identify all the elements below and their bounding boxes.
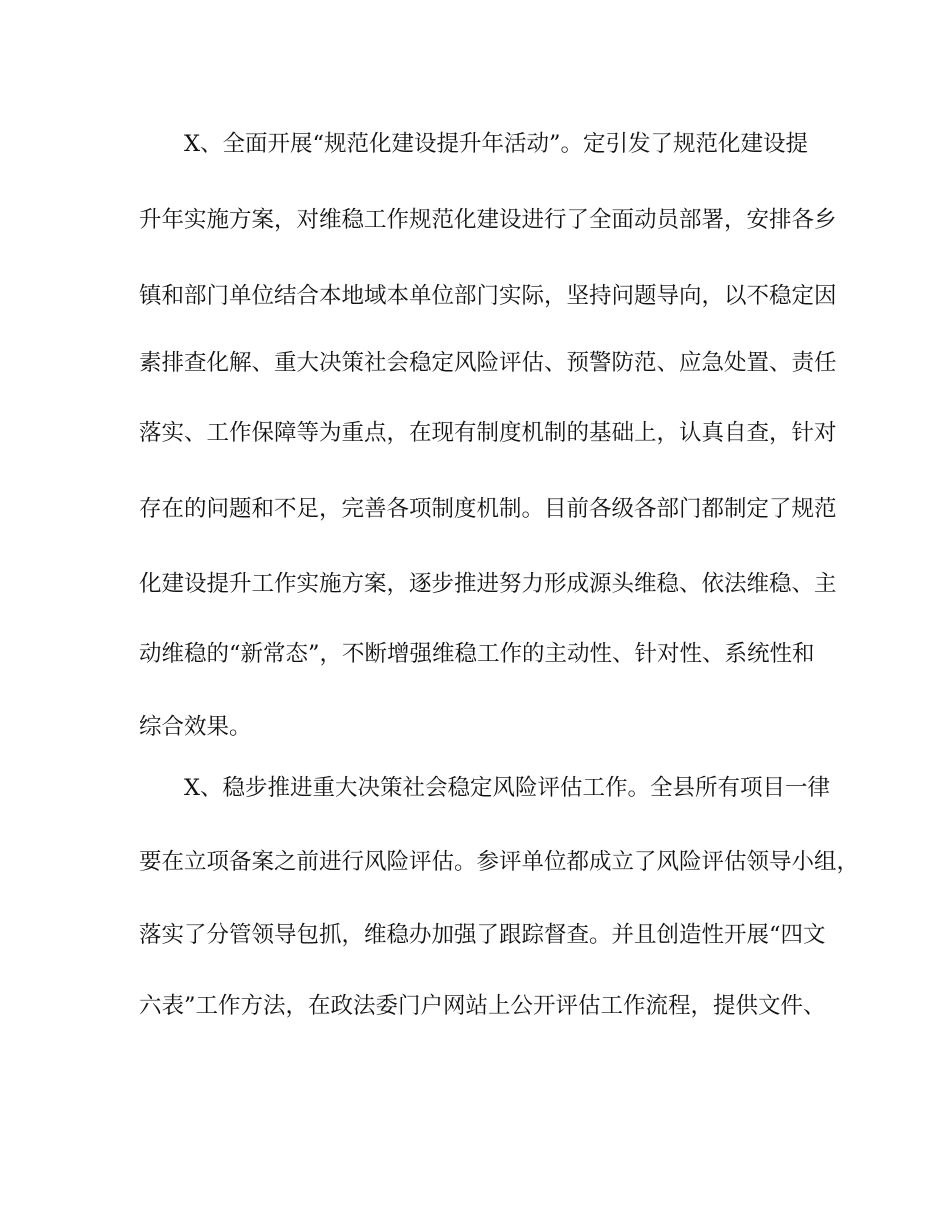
paragraph-line: X、稳步推进重大决策社会稳定风险评估工作。全县所有项目一律 bbox=[184, 775, 831, 801]
paragraph-line: 升年实施方案，对维稳工作规范化建设进行了全面动员部署，安排各乡 bbox=[139, 207, 837, 233]
paragraph-line: 综合效果。 bbox=[139, 714, 252, 740]
paragraph-line: 动维稳的“新常态”，不断增强维稳工作的主动性、针对性、系统性和 bbox=[139, 641, 815, 667]
paragraph-line: 化建设提升工作实施方案，逐步推进努力形成源头维稳、依法维稳、主 bbox=[139, 571, 837, 597]
paragraph-line: 要在立项备案之前进行风险评估。参评单位都成立了风险评估领导小组， bbox=[139, 849, 860, 875]
paragraph-line: 素排查化解、重大决策社会稳定风险评估、预警防范、应急处置、责任 bbox=[139, 350, 837, 376]
paragraph-line: 落实、工作保障等为重点，在现有制度机制的基础上，认真自查，针对 bbox=[139, 420, 837, 446]
paragraph-line: 落实了分管领导包抓，维稳办加强了跟踪督查。并且创造性开展“四文 bbox=[139, 922, 826, 948]
paragraph-line: 镇和部门单位结合本地域本单位部门实际，坚持问题导向，以不稳定因 bbox=[139, 283, 837, 309]
paragraph-line: X、全面开展“规范化建设提升年活动”。定引发了规范化建设提 bbox=[184, 131, 809, 157]
paragraph-line: 存在的问题和不足，完善各项制度机制。目前各级各部门都制定了规范 bbox=[139, 496, 837, 522]
paragraph-line: 六表”工作方法，在政法委门户网站上公开评估工作流程，提供文件、 bbox=[139, 993, 826, 1019]
